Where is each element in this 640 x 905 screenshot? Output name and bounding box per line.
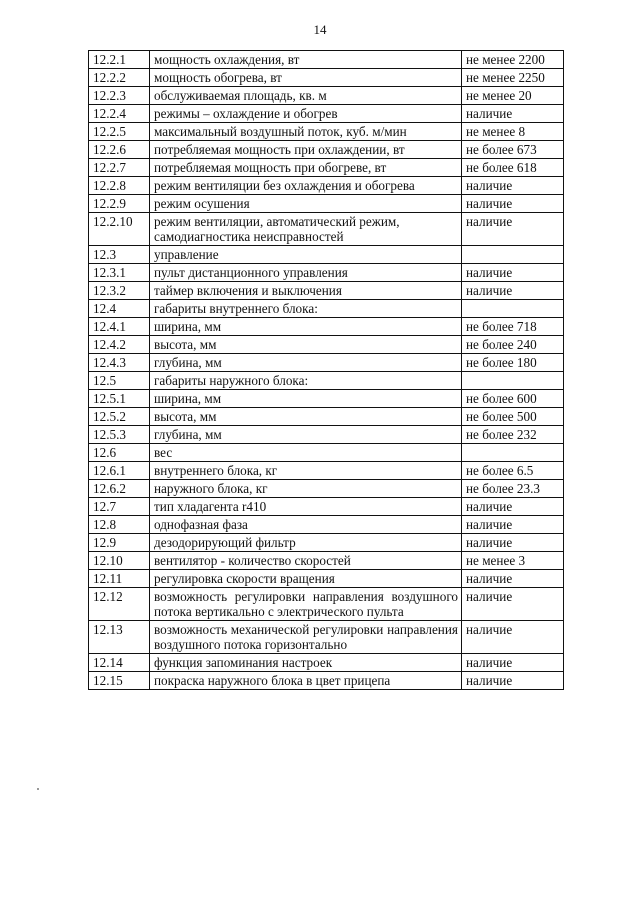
table-row xyxy=(89,654,564,672)
row-parameter: максимальный воздушный поток, куб. м/мин xyxy=(150,123,462,141)
row-value: не менее 2200 xyxy=(462,51,564,69)
row-value xyxy=(462,300,564,318)
spec-table xyxy=(88,50,564,690)
row-value: не более 232 xyxy=(462,426,564,444)
row-parameter: режимы – охлаждение и обогрев xyxy=(150,105,462,123)
row-parameter: высота, мм xyxy=(150,336,462,354)
table-row xyxy=(89,516,564,534)
row-number: 12.2.8 xyxy=(89,177,150,195)
row-value: наличие xyxy=(462,177,564,195)
row-number: 12.5 xyxy=(89,372,150,390)
table-row xyxy=(89,408,564,426)
row-parameter: управление xyxy=(150,246,462,264)
row-value: не менее 3 xyxy=(462,552,564,570)
row-number: 12.2.7 xyxy=(89,159,150,177)
row-parameter: обслуживаемая площадь, кв. м xyxy=(150,87,462,105)
row-value: не более 673 xyxy=(462,141,564,159)
row-parameter: режим вентиляции без охлаждения и обогрева xyxy=(150,177,462,195)
scan-speck xyxy=(37,788,39,790)
row-number: 12.10 xyxy=(89,552,150,570)
row-number: 12.2.3 xyxy=(89,87,150,105)
row-number: 12.6.2 xyxy=(89,480,150,498)
page-number: 14 xyxy=(313,22,327,37)
table-row xyxy=(89,462,564,480)
row-number: 12.2.1 xyxy=(89,51,150,69)
row-value: не менее 20 xyxy=(462,87,564,105)
row-number: 12.13 xyxy=(89,621,150,654)
row-number: 12.5.1 xyxy=(89,390,150,408)
row-parameter: вес xyxy=(150,444,462,462)
row-number: 12.2.6 xyxy=(89,141,150,159)
row-parameter: возможность регулировки направления воздушного потока вертикально с электрического пульта xyxy=(150,588,462,621)
table-row xyxy=(89,51,564,69)
row-parameter: потребляемая мощность при охлаждении, вт xyxy=(150,141,462,159)
table-row xyxy=(89,480,564,498)
row-number: 12.9 xyxy=(89,534,150,552)
row-number: 12.2.5 xyxy=(89,123,150,141)
row-number: 12.7 xyxy=(89,498,150,516)
table-row xyxy=(89,87,564,105)
table-row xyxy=(89,177,564,195)
row-number: 12.5.3 xyxy=(89,426,150,444)
table-row xyxy=(89,444,564,462)
row-parameter: габариты внутреннего блока: xyxy=(150,300,462,318)
table-row xyxy=(89,282,564,300)
row-number: 12.3 xyxy=(89,246,150,264)
row-parameter: габариты наружного блока: xyxy=(150,372,462,390)
row-parameter: внутреннего блока, кг xyxy=(150,462,462,480)
row-value: наличие xyxy=(462,264,564,282)
row-parameter: тип хладагента r410 xyxy=(150,498,462,516)
row-number: 12.3.1 xyxy=(89,264,150,282)
row-value: наличие xyxy=(462,534,564,552)
row-parameter: покраска наружного блока в цвет прицепа xyxy=(150,672,462,690)
row-value: не более 240 xyxy=(462,336,564,354)
row-number: 12.14 xyxy=(89,654,150,672)
row-number: 12.6.1 xyxy=(89,462,150,480)
row-parameter: мощность обогрева, вт xyxy=(150,69,462,87)
table-row xyxy=(89,672,564,690)
table-row xyxy=(89,69,564,87)
row-parameter: потребляемая мощность при обогреве, вт xyxy=(150,159,462,177)
row-number: 12.8 xyxy=(89,516,150,534)
table-row xyxy=(89,336,564,354)
table-row xyxy=(89,213,564,246)
row-parameter: однофазная фаза xyxy=(150,516,462,534)
row-value: наличие xyxy=(462,498,564,516)
row-value: не более 180 xyxy=(462,354,564,372)
row-parameter: наружного блока, кг xyxy=(150,480,462,498)
row-number: 12.15 xyxy=(89,672,150,690)
row-number: 12.2.2 xyxy=(89,69,150,87)
table-row xyxy=(89,621,564,654)
row-value: не более 6.5 xyxy=(462,462,564,480)
table-row xyxy=(89,264,564,282)
row-parameter: возможность механической регулировки направления воздушного потока горизонтально xyxy=(150,621,462,654)
row-parameter: режим осушения xyxy=(150,195,462,213)
row-value: наличие xyxy=(462,570,564,588)
row-parameter: регулировка скорости вращения xyxy=(150,570,462,588)
row-value: не менее 8 xyxy=(462,123,564,141)
row-parameter: дезодорирующий фильтр xyxy=(150,534,462,552)
row-parameter: таймер включения и выключения xyxy=(150,282,462,300)
table-row xyxy=(89,300,564,318)
table-row xyxy=(89,372,564,390)
table-row xyxy=(89,141,564,159)
row-value: наличие xyxy=(462,621,564,654)
row-value: наличие xyxy=(462,282,564,300)
row-parameter: функция запоминания настроек xyxy=(150,654,462,672)
row-parameter: ширина, мм xyxy=(150,390,462,408)
row-number: 12.4.3 xyxy=(89,354,150,372)
row-value: наличие xyxy=(462,213,564,246)
row-number: 12.4.1 xyxy=(89,318,150,336)
table-row xyxy=(89,534,564,552)
row-value: не более 600 xyxy=(462,390,564,408)
row-parameter: режим вентиляции, автоматический режим, самодиагностика неисправностей xyxy=(150,213,462,246)
row-number: 12.3.2 xyxy=(89,282,150,300)
row-value: наличие xyxy=(462,105,564,123)
row-value xyxy=(462,444,564,462)
row-number: 12.2.10 xyxy=(89,213,150,246)
row-parameter: высота, мм xyxy=(150,408,462,426)
row-value: наличие xyxy=(462,195,564,213)
row-value: не более 718 xyxy=(462,318,564,336)
row-value: наличие xyxy=(462,654,564,672)
row-number: 12.11 xyxy=(89,570,150,588)
row-number: 12.4.2 xyxy=(89,336,150,354)
table-row xyxy=(89,390,564,408)
row-value xyxy=(462,246,564,264)
row-value: не более 23.3 xyxy=(462,480,564,498)
table-row xyxy=(89,588,564,621)
row-parameter: вентилятор - количество скоростей xyxy=(150,552,462,570)
table-row xyxy=(89,498,564,516)
table-row xyxy=(89,159,564,177)
row-number: 12.4 xyxy=(89,300,150,318)
row-value xyxy=(462,372,564,390)
row-parameter: глубина, мм xyxy=(150,426,462,444)
row-number: 12.5.2 xyxy=(89,408,150,426)
table-row xyxy=(89,195,564,213)
row-number: 12.2.9 xyxy=(89,195,150,213)
table-row xyxy=(89,105,564,123)
row-value: не более 500 xyxy=(462,408,564,426)
row-number: 12.2.4 xyxy=(89,105,150,123)
table-row xyxy=(89,552,564,570)
row-number: 12.12 xyxy=(89,588,150,621)
row-number: 12.6 xyxy=(89,444,150,462)
row-value: наличие xyxy=(462,516,564,534)
row-value: не менее 2250 xyxy=(462,69,564,87)
row-parameter: мощность охлаждения, вт xyxy=(150,51,462,69)
row-parameter: глубина, мм xyxy=(150,354,462,372)
row-value: наличие xyxy=(462,672,564,690)
table-row xyxy=(89,426,564,444)
table-row xyxy=(89,570,564,588)
row-parameter: пульт дистанционного управления xyxy=(150,264,462,282)
table-row xyxy=(89,318,564,336)
table-row xyxy=(89,354,564,372)
table-row xyxy=(89,246,564,264)
row-value: не более 618 xyxy=(462,159,564,177)
row-parameter: ширина, мм xyxy=(150,318,462,336)
table-row xyxy=(89,123,564,141)
row-value: наличие xyxy=(462,588,564,621)
